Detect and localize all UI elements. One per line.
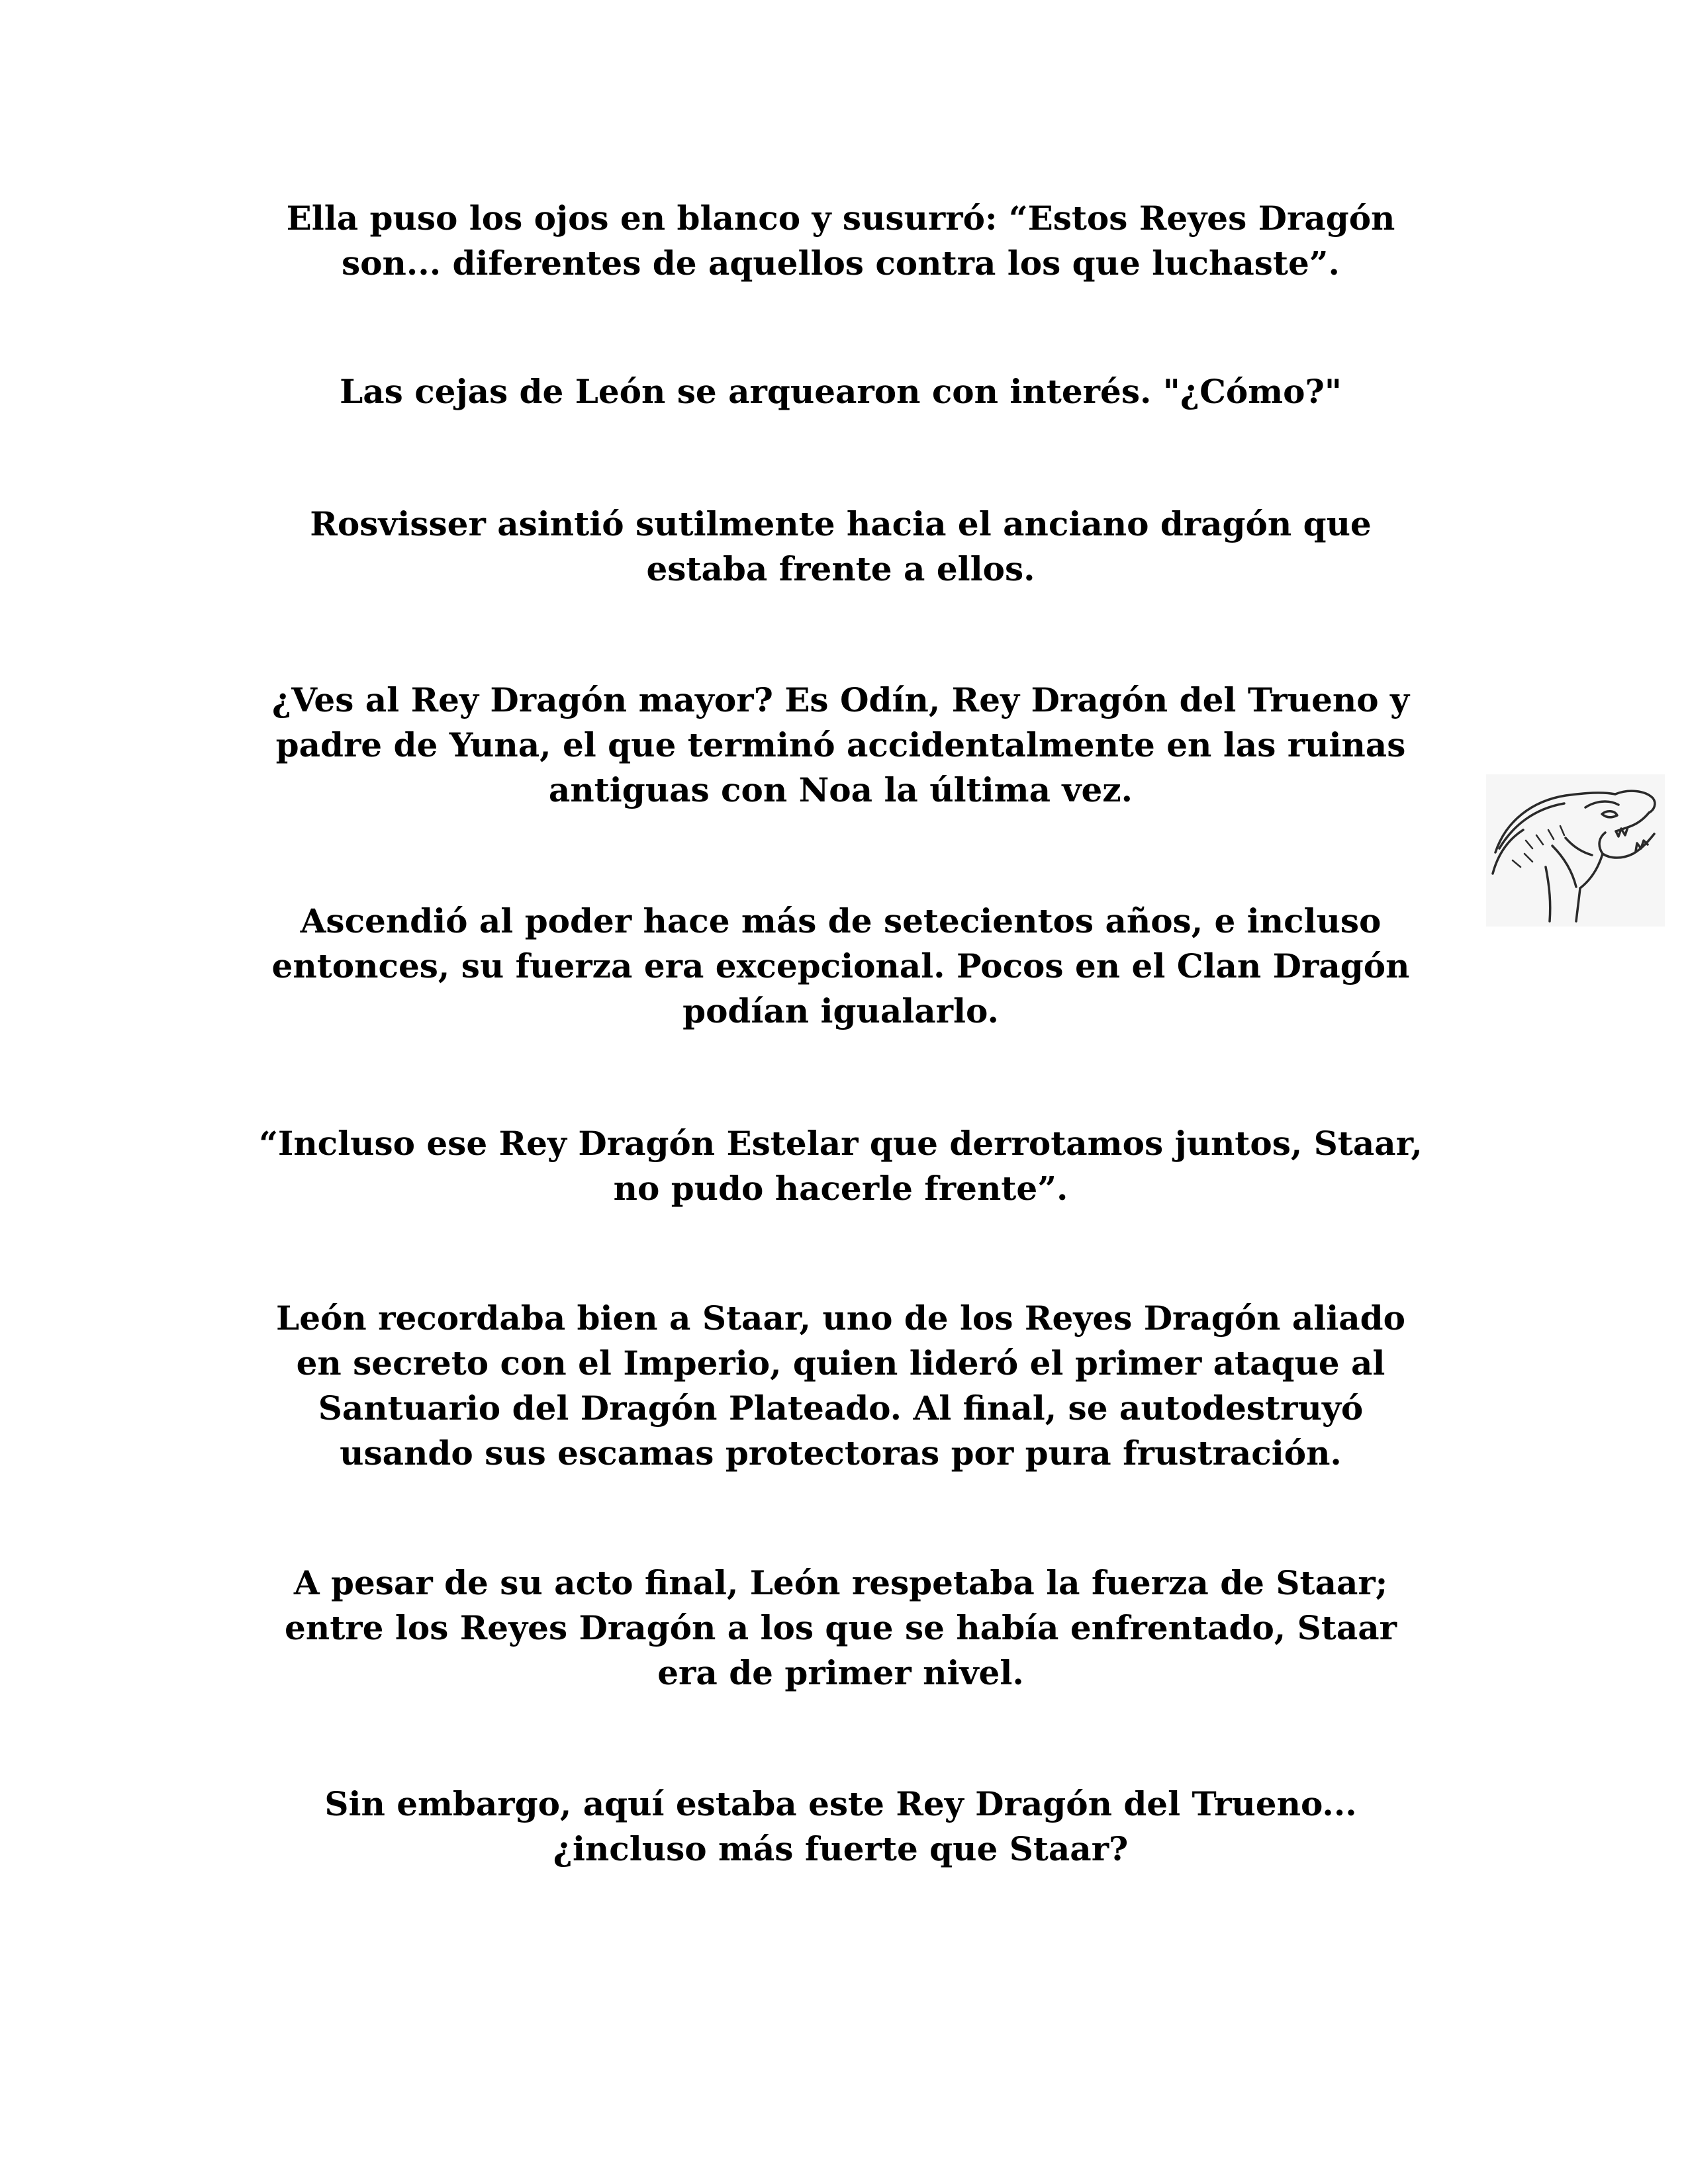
paragraph-line: no pudo hacerle frente”. (613, 1169, 1068, 1208)
paragraph-line: León recordaba bien a Staar, uno de los Reyes Dragón aliado (276, 1298, 1405, 1338)
paragraph-9 (199, 1782, 1483, 1872)
paragraph-line: estaba frente a ellos. (646, 549, 1035, 588)
paragraph-line: entre los Reyes Dragón a los que se había enfrentado, Staar (285, 1608, 1397, 1647)
paragraph-6 (199, 1121, 1483, 1211)
paragraph-5 (199, 899, 1483, 1034)
paragraph-line: Rosvisser asintió sutilmente hacia el anciano dragón que (310, 504, 1372, 543)
paragraph-line: “Incluso ese Rey Dragón Estelar que derrotamos juntos, Staar, (259, 1124, 1423, 1163)
paragraph-line: A pesar de su acto final, León respetaba la fuerza de Staar; (293, 1563, 1388, 1602)
paragraph-line: Ascendió al poder hace más de setecientos años, e incluso (300, 901, 1382, 940)
paragraph-line: Sin embargo, aquí estaba este Rey Dragón del Trueno... (324, 1784, 1357, 1823)
paragraph-7 (199, 1296, 1483, 1476)
paragraph-line: ¿incluso más fuerte que Staar? (553, 1829, 1129, 1868)
paragraph-line: antiguas con Noa la última vez. (548, 770, 1133, 809)
paragraph-2 (199, 369, 1483, 414)
paragraph-line: podían igualarlo. (682, 991, 999, 1030)
paragraph-line: Las cejas de León se arquearon con interés. "¿Cómo?" (340, 372, 1342, 411)
paragraph-line: era de primer nivel. (657, 1653, 1024, 1692)
paragraph-line: en secreto con el Imperio, quien lideró el primer ataque al (296, 1343, 1385, 1383)
paragraph-line: Ella puso los ojos en blanco y susurró: “Estos Reyes Dragón (286, 199, 1395, 238)
paragraph-1 (199, 196, 1483, 286)
paragraph-line: entonces, su fuerza era excepcional. Pocos en el Clan Dragón (271, 946, 1410, 985)
dinosaur-head-icon (1486, 774, 1665, 927)
paragraph-line: padre de Yuna, el que terminó accidentalmente en las ruinas (275, 725, 1406, 764)
paragraph-line: son... diferentes de aquellos contra los que luchaste”. (342, 244, 1340, 283)
paragraph-line: usando sus escamas protectoras por pura frustración. (340, 1433, 1342, 1473)
paragraph-3 (199, 502, 1483, 592)
paragraph-line: ¿Ves al Rey Dragón mayor? Es Odín, Rey Dragón del Trueno y (271, 680, 1410, 719)
paragraph-8 (199, 1561, 1483, 1696)
paragraph-4 (199, 678, 1483, 813)
paragraph-line: Santuario del Dragón Plateado. Al final, se autodestruyó (318, 1388, 1364, 1428)
